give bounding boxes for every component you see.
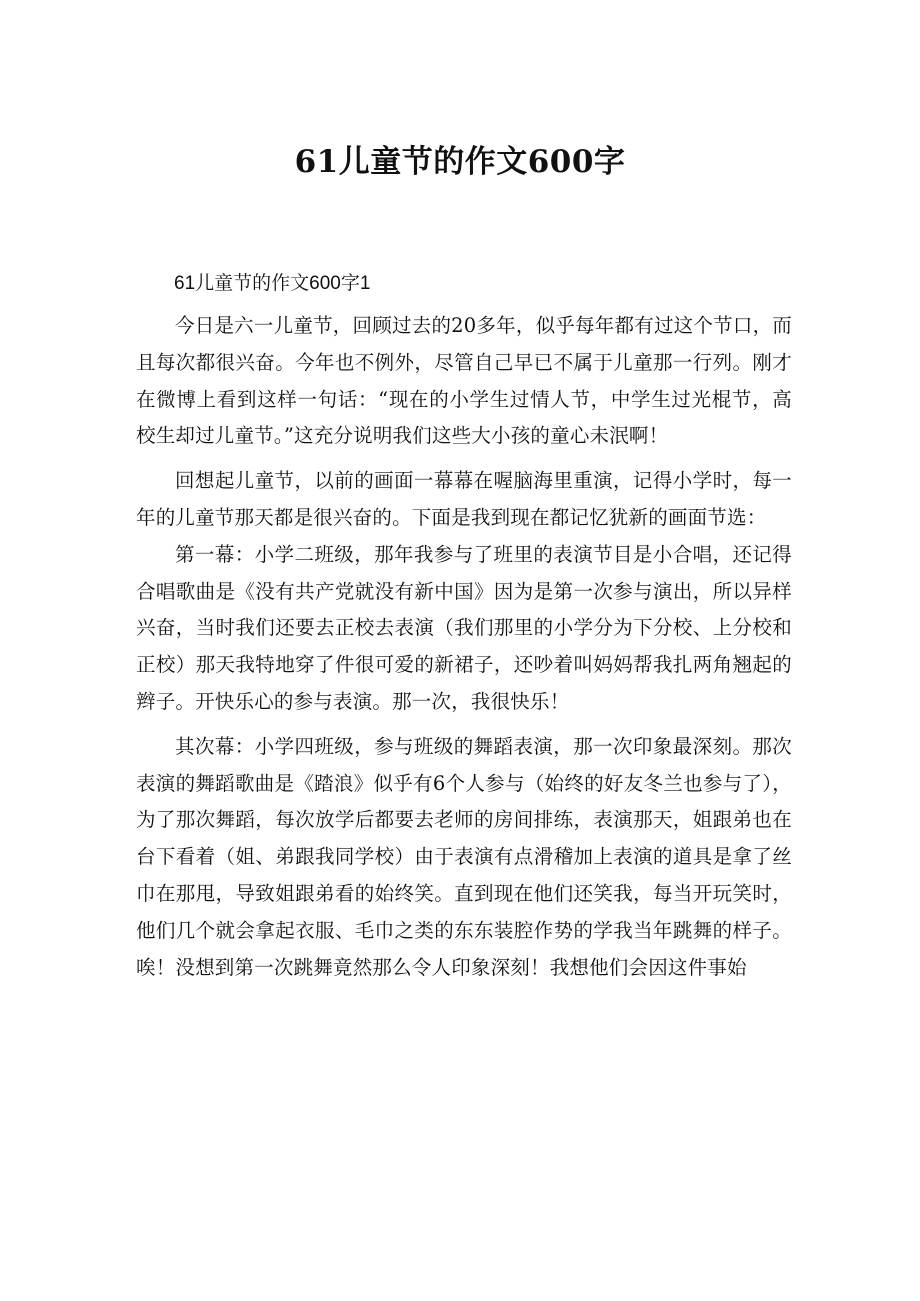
- paragraph: 回想起儿童节，以前的画面一幕幕在喔脑海里重演，记得小学时，每一年的儿童节那天都是很兴奋的。下面是我到现在都记忆犹新的画面节选：: [136, 469, 792, 529]
- paragraph: 第一幕：小学二班级，那年我参与了班里的表演节目是小合唱，还记得合唱歌曲是《没有共产党就没有新中国》因为是第一次参与演出，所以异样兴奋，当时我们还要去正校去表演（我们那里的小学分为下分校、上分校和正校）那天我特地穿了件很可爱的新裙子，还吵着叫妈妈帮我扎两角翘起的辫子。开快乐心的参与表演。那一次，我很快乐！: [136, 542, 792, 713]
- document-title: 61儿童节的作文600字: [294, 144, 626, 180]
- section-heading: 61儿童节的作文600字1: [174, 273, 371, 294]
- paragraph: 其次幕：小学四班级，参与班级的舞蹈表演，那一次印象最深刻。那次表演的舞蹈歌曲是《踏浪》似乎有6个人参与（始终的好友冬兰也参与了），为了那次舞蹈，每次放学后都要去老师的房间排练，表演那天，姐跟弟也在台下看着（姐、弟跟我同学校）由于表演有点滑稽加上表演的道具是拿了丝巾在那甩，导致姐跟弟看的始终笑。直到现在他们还笑我，每当开玩笑时，他们几个就会拿起衣服、毛巾之类的东东装腔作势的学我当年跳舞的样子。唉！没想到第一次跳舞竟然那么令人印象深刻！我想他们会因这件事始: [136, 734, 792, 979]
- paragraph: 今日是六一儿童节，回顾过去的20多年，似乎每年都有过这个节口，而且每次都很兴奋。今年也不例外，尽管自己早已不属于儿童那一行列。刚才在微博上看到这样一句话：“现在的小学生过情人节，中学生过光棍节，高校生却过儿童节。”这充分说明我们这些大小孩的童心未泯啊！: [136, 314, 792, 448]
- document-body: [136, 266, 792, 986]
